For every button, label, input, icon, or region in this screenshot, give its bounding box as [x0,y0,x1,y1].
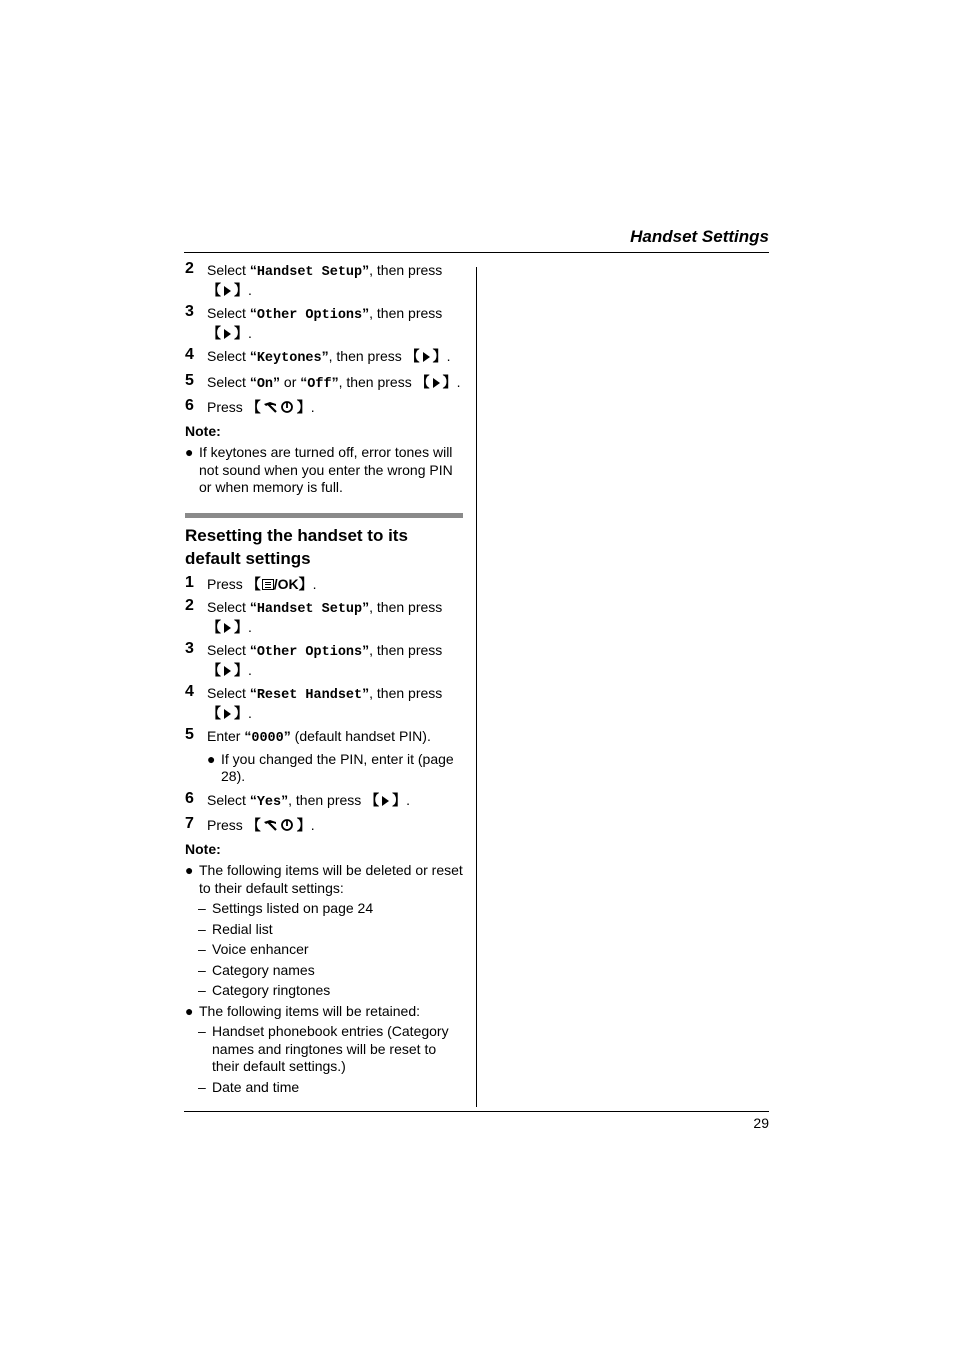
step-number: 4 [185,346,194,363]
menu-value: Keytones [256,351,322,366]
list-item: – Handset phonebook entries (Category names and ringtones will be reset to their default settings.) [198,1023,449,1074]
header-rule [184,252,769,253]
right-arrow-icon [382,796,389,806]
right-arrow-icon [224,666,231,676]
off-power-key-icon [262,400,296,414]
step-7-reset: 7 Press 【 】. [185,815,315,833]
step-number: 7 [185,815,194,832]
step-sub-note: ● If you changed the PIN, enter it (page 28). [207,750,454,784]
step-6-keytones: 6 Press 【 】. [185,397,315,415]
step-4-keytones: 4 Select “Keytones”, then press 【 】. [185,346,451,366]
menu-icon [262,579,274,590]
step-number: 3 [185,303,194,320]
step-5-keytones: 5 Select “On” or “Off”, then press 【 】. [185,371,461,392]
menu-value: Other Options [256,308,363,323]
step-number: 4 [185,683,194,700]
step-number: 2 [185,260,194,277]
right-arrow-icon [423,352,430,362]
list-item: – Category names [198,961,315,978]
section-divider-bar [185,513,463,518]
footer-rule [184,1111,769,1112]
note-item: ● If keytones are turned off, error tones will not sound when you enter the wrong PIN or when memory is full. [185,444,453,495]
off-power-key-icon [262,818,296,832]
step-2-reset: 2 Select “Handset Setup”, then press 【 】. [185,597,443,635]
pin-value: 0000 [251,731,284,746]
note-item-deleted: ● The following items will be deleted or reset to their default settings: [185,862,463,896]
menu-value: Handset Setup [256,265,363,280]
note-item-retained: ● The following items will be retained: [185,1002,420,1019]
menu-value-off: Off [307,376,332,392]
step-1-reset: 1 Press 【 /OK】. [185,573,317,592]
step-6-reset: 6 Select “Yes”, then press 【 】. [185,789,411,810]
bullet-icon: ● [185,862,194,878]
step-number: 5 [185,371,194,389]
right-arrow-icon [224,709,231,719]
right-arrow-icon [433,378,440,388]
list-item: – Redial list [198,920,273,937]
list-item: – Category ringtones [198,982,331,998]
list-item: – Date and time [198,1078,300,1095]
page-header-title: Handset Settings [630,227,769,246]
step-number: 2 [185,597,194,614]
note-heading: Note: [185,422,221,439]
step-3-keytones: 3 Select “Other Options”, then press 【 】. [185,303,443,341]
menu-value-on: On [256,376,274,392]
keytones-section [185,262,465,1096]
step-4-reset: 4 Select “Reset Handset”, then press 【 】. [185,683,443,721]
section-title: Resetting the handset to its default settings [185,525,408,568]
column-divider [476,267,477,1107]
step-3-reset: 3 Select “Other Options”, then press 【 】. [185,640,443,678]
menu-value: Other Options [256,645,363,660]
right-arrow-icon [224,623,231,633]
step-number: 3 [185,640,194,657]
step-number: 6 [185,397,194,414]
step-2-keytones: 2 Select “Handset Setup”, then press 【 】. [185,260,443,298]
right-arrow-icon [224,329,231,339]
step-number: 5 [185,726,194,743]
page-number: 29 [753,1115,769,1131]
step-number: 1 [185,573,194,591]
list-item: – Voice enhancer [198,941,309,957]
menu-value: Reset Handset [256,688,363,703]
step-number: 6 [185,789,194,807]
step-5-reset: 5 Enter “0000” (default handset PIN). ● If you changed the PIN, enter it (page 28). [185,728,465,786]
menu-ok-key-label: /OK [273,575,299,592]
menu-value: Handset Setup [256,602,363,617]
menu-value: Yes [256,794,282,810]
bullet-icon: ● [185,1002,194,1019]
list-item: – Settings listed on page 24 [198,900,374,916]
bullet-icon: ● [185,444,194,460]
note-heading: Note: [185,840,221,857]
right-arrow-icon [224,286,231,296]
bullet-icon: ● [207,750,216,767]
